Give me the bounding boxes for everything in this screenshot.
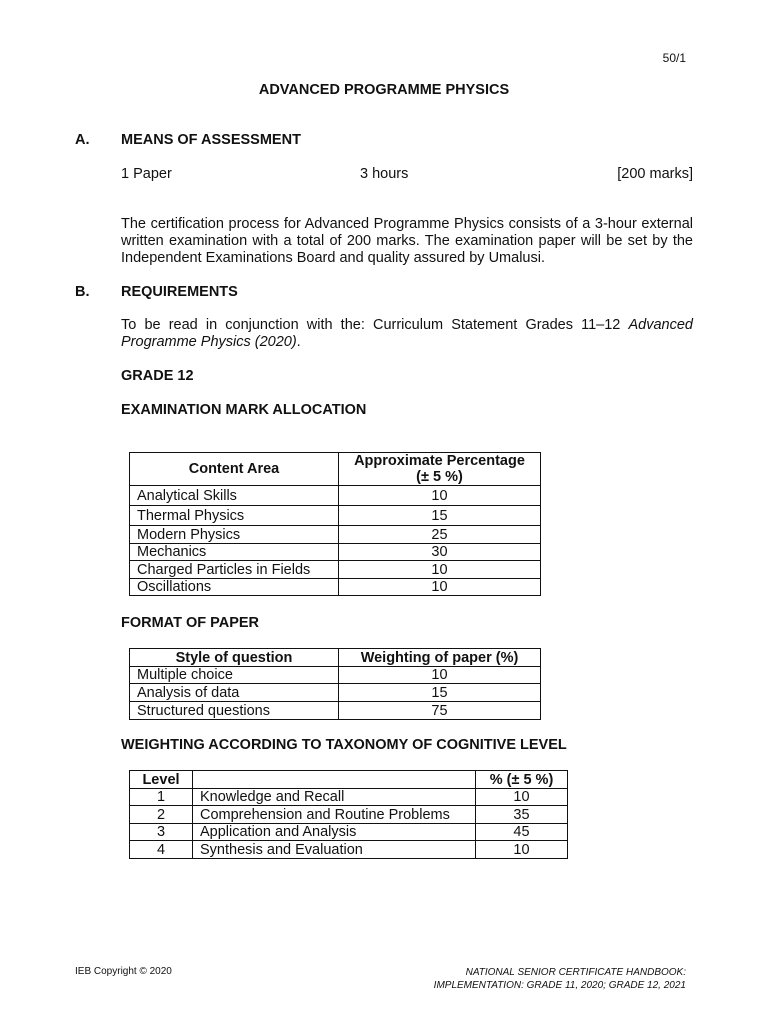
taxonomy-heading: WEIGHTING ACCORDING TO TAXONOMY OF COGNITIVE LEVEL (121, 737, 567, 753)
format-heading: FORMAT OF PAPER (121, 615, 260, 631)
table-row (130, 789, 568, 806)
table-row (130, 526, 541, 544)
grade-heading: GRADE 12 (121, 368, 194, 384)
col-level: Level (130, 771, 193, 789)
percentage-cell: 10 (339, 579, 541, 596)
content-area-cell: Thermal Physics (130, 506, 339, 526)
curriculum-title: Advanced Programme Physics (2020) (121, 317, 693, 350)
level-cell: 1 (130, 789, 193, 806)
percentage-cell: 35 (476, 806, 568, 824)
paper-marks: [200 marks] (617, 166, 693, 182)
col-content-area: Content Area (130, 453, 339, 486)
table-row (130, 579, 541, 596)
footer-handbook (434, 966, 686, 992)
allocation-heading: EXAMINATION MARK ALLOCATION (121, 402, 367, 418)
percentage-cell: 10 (476, 789, 568, 806)
table-row (130, 702, 541, 720)
weight-cell: 15 (339, 684, 541, 702)
table-row (130, 841, 568, 859)
weight-cell: 75 (339, 702, 541, 720)
content-area-cell: Oscillations (130, 579, 339, 596)
format-table (129, 648, 541, 720)
table-row (130, 486, 541, 506)
table-row (130, 561, 541, 579)
level-cell: 2 (130, 806, 193, 824)
footer-copyright: IEB Copyright © 2020 (75, 966, 172, 977)
description-cell: Application and Analysis (193, 824, 476, 841)
page-number: 50/1 (662, 51, 686, 65)
table-row (130, 506, 541, 526)
description-cell: Synthesis and Evaluation (193, 841, 476, 859)
col-approx-percentage (339, 453, 541, 486)
table-row (130, 544, 541, 561)
style-cell: Multiple choice (130, 667, 339, 684)
col-description (193, 771, 476, 789)
content-area-cell: Mechanics (130, 544, 339, 561)
footer-handbook-line2: IMPLEMENTATION: GRADE 11, 2020; GRADE 12, 2021 (433, 980, 686, 991)
section-a-letter: A. (75, 132, 90, 148)
percentage-cell: 30 (339, 544, 541, 561)
percentage-cell: 10 (339, 561, 541, 579)
level-cell: 4 (130, 841, 193, 859)
percentage-cell: 45 (476, 824, 568, 841)
assessment-paragraph: The certification process for Advanced Programme Physics consists of a 3-hour external written examination with a total of 200 marks. The examination paper will be set by the Independent Examinations Board and quality assured by Umalusi. (121, 216, 693, 266)
col-approx-line2: (± 5 %) (416, 469, 463, 485)
footer-handbook-line1: NATIONAL SENIOR CERTIFICATE HANDBOOK: (465, 967, 686, 978)
content-area-cell: Modern Physics (130, 526, 339, 544)
taxonomy-table (129, 770, 568, 859)
section-b-heading: REQUIREMENTS (121, 284, 238, 300)
table-row (130, 667, 541, 684)
table-row (130, 684, 541, 702)
weight-cell: 10 (339, 667, 541, 684)
paper-info-row (121, 166, 693, 184)
table-row (130, 806, 568, 824)
paper-count: 1 Paper (121, 166, 172, 182)
document-title: ADVANCED PROGRAMME PHYSICS (258, 82, 510, 98)
style-cell: Structured questions (130, 702, 339, 720)
paper-duration: 3 hours (360, 166, 409, 182)
content-area-cell: Charged Particles in Fields (130, 561, 339, 579)
percentage-cell: 10 (339, 486, 541, 506)
col-weighting: Weighting of paper (%) (339, 649, 541, 667)
table-row (130, 824, 568, 841)
percentage-cell: 15 (339, 506, 541, 526)
requirements-text: To be read in conjunction with the: Curriculum Statement Grades 11–12 (121, 317, 629, 333)
mark-allocation-table (129, 452, 541, 596)
level-cell: 3 (130, 824, 193, 841)
requirements-paragraph (121, 317, 693, 351)
style-cell: Analysis of data (130, 684, 339, 702)
description-cell: Knowledge and Recall (193, 789, 476, 806)
col-approx-line1: Approximate Percentage (354, 453, 525, 469)
section-b-letter: B. (75, 284, 90, 300)
col-style-of-question: Style of question (130, 649, 339, 667)
section-a-heading: MEANS OF ASSESSMENT (121, 132, 301, 148)
percentage-cell: 25 (339, 526, 541, 544)
description-cell: Comprehension and Routine Problems (193, 806, 476, 824)
requirements-end: . (296, 334, 301, 350)
col-percentage: % (± 5 %) (476, 771, 568, 789)
percentage-cell: 10 (476, 841, 568, 859)
content-area-cell: Analytical Skills (130, 486, 339, 506)
